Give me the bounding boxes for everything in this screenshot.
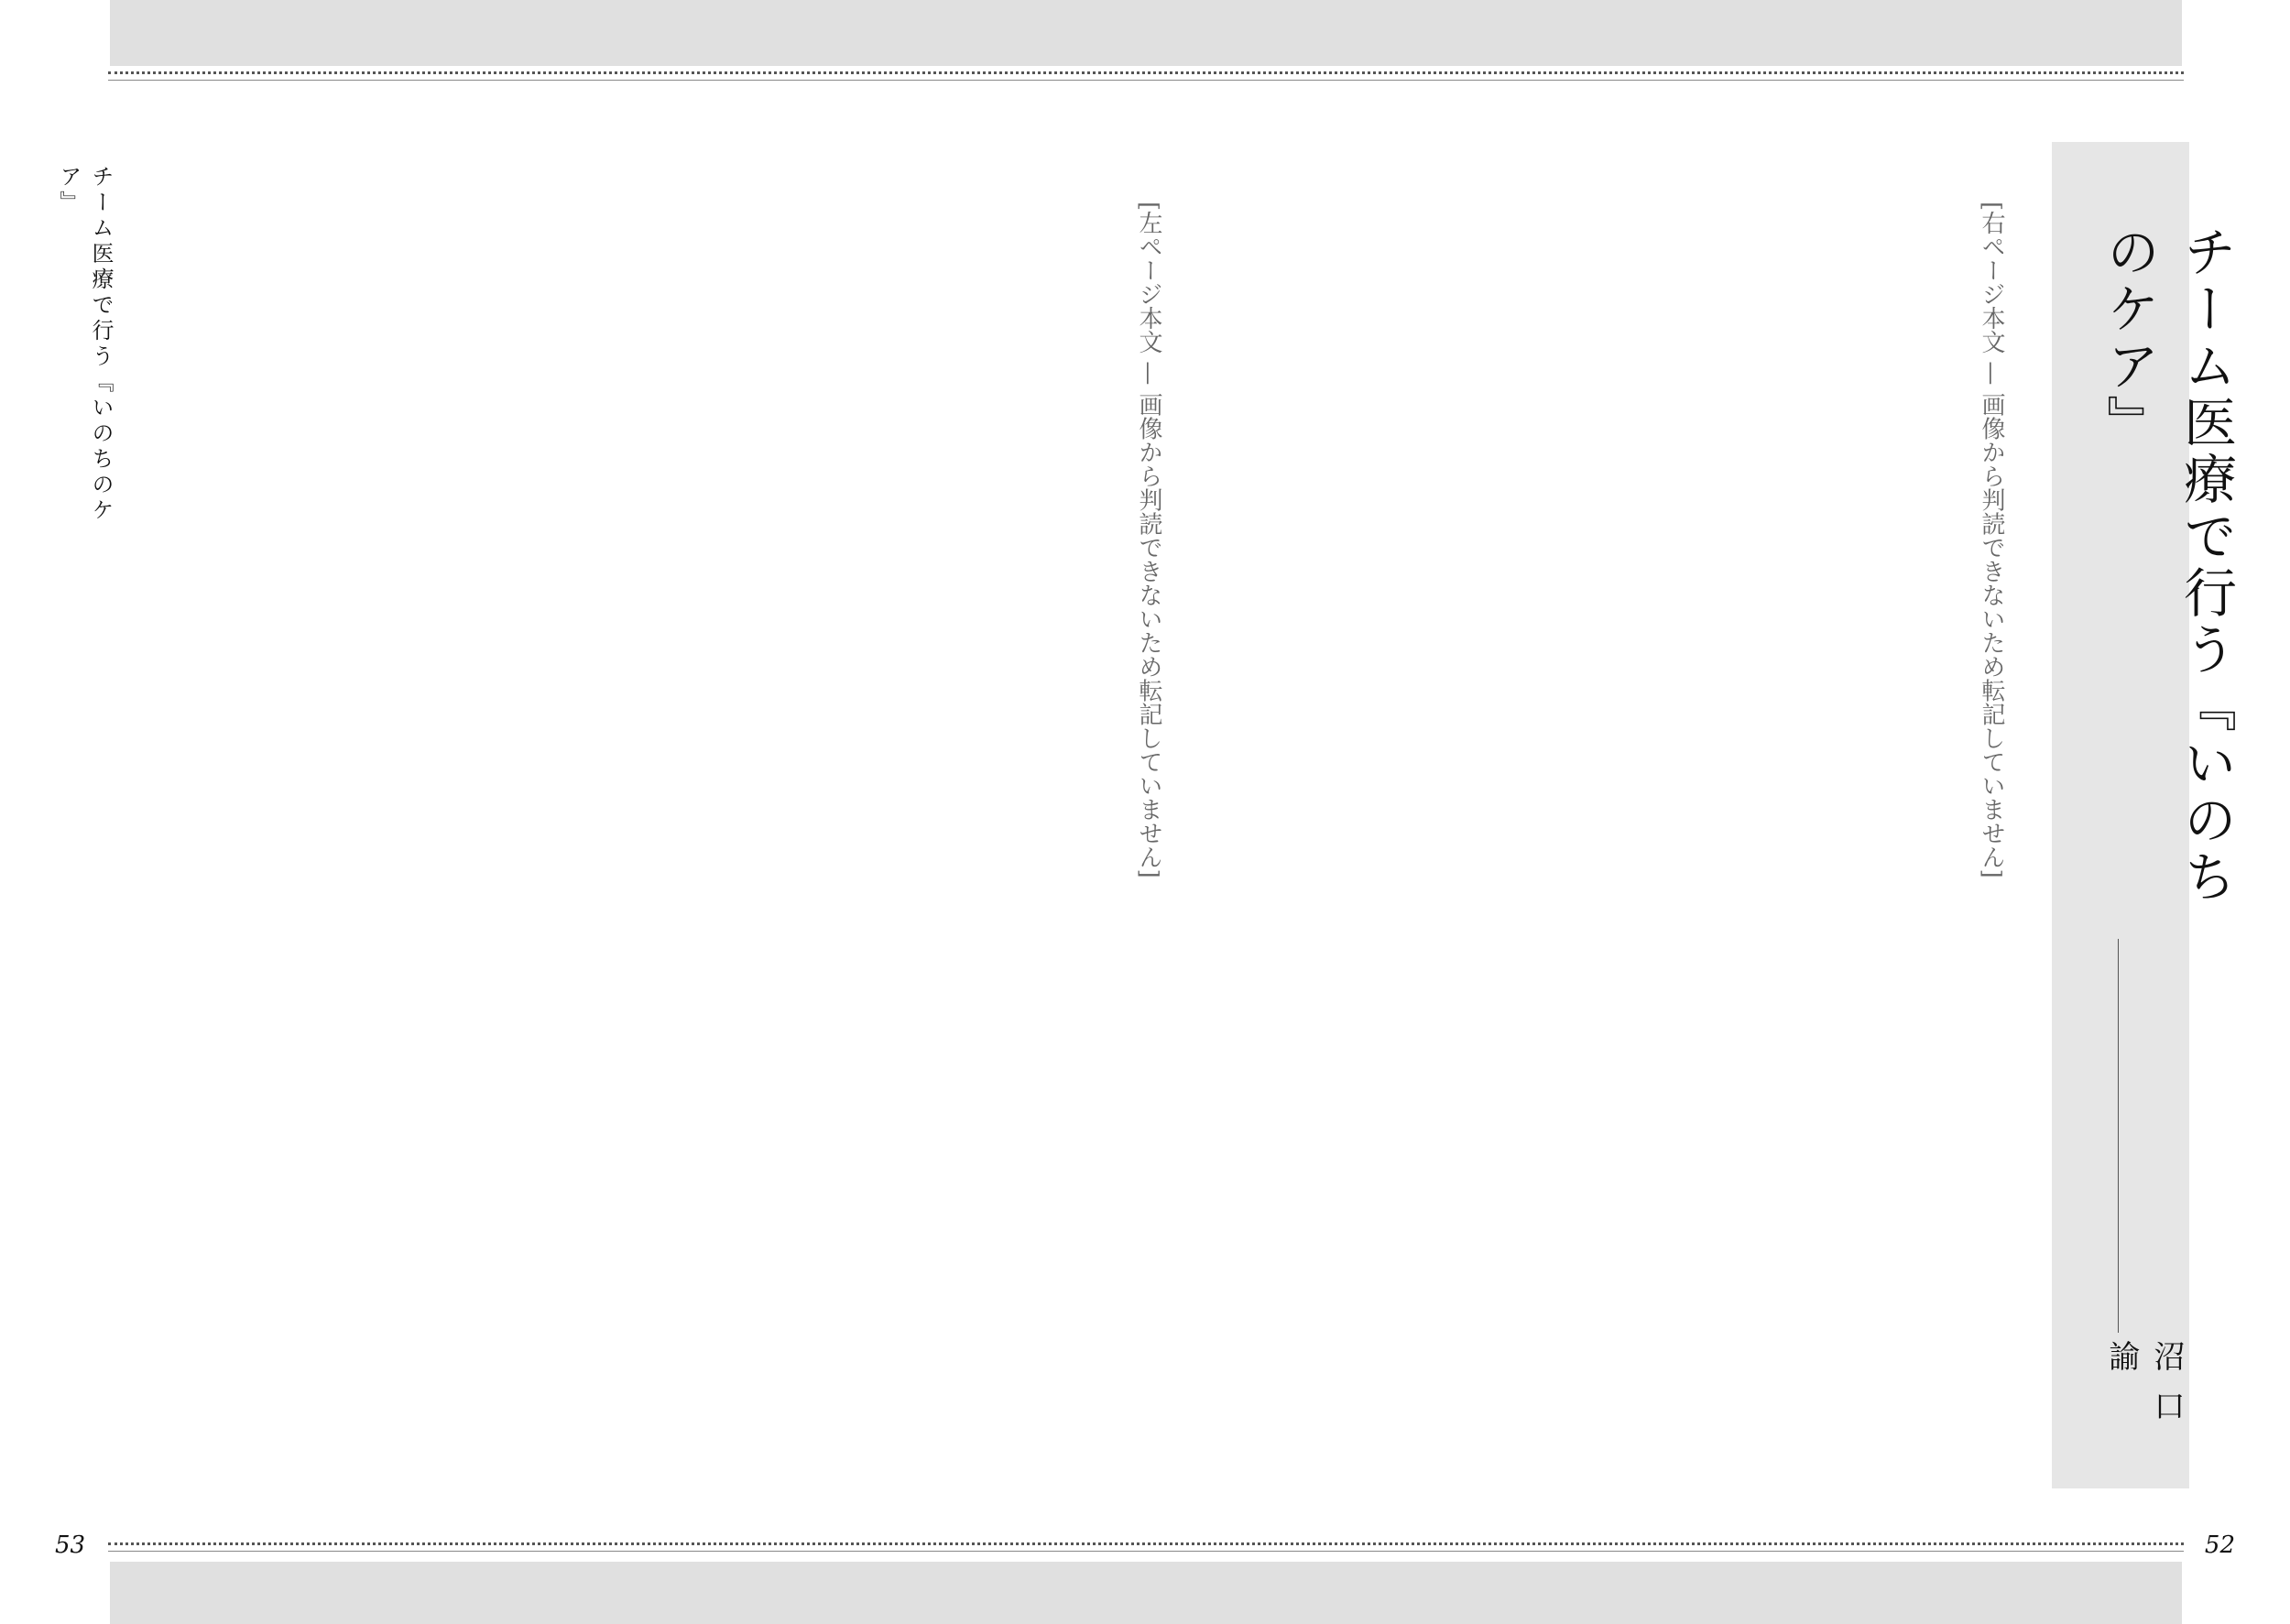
article-title: チーム医療で行う『いのちのケア』 — [2098, 224, 2237, 906]
right-page-body-placeholder: [右ページ本文 — 画像から判読できないため転記していません] — [1978, 202, 2005, 878]
running-head: チーム医療で行う『いのちのケア』 — [56, 165, 114, 524]
page-number-left: 53 — [55, 1531, 86, 1559]
top-band — [110, 0, 2182, 66]
title-panel — [2052, 142, 2237, 1488]
bottom-band — [110, 1562, 2182, 1624]
top-dotted-rule — [108, 71, 2184, 81]
right-page-body — [1301, 202, 2015, 1466]
left-page-body-placeholder: [左ページ本文 — 画像から判読できないため転記していません] — [1135, 202, 1162, 878]
page-number-right: 52 — [2204, 1531, 2235, 1559]
author-name: 沼口 諭 — [2099, 1333, 2189, 1466]
left-page-body — [156, 202, 1172, 1466]
bottom-dotted-rule — [108, 1542, 2184, 1552]
